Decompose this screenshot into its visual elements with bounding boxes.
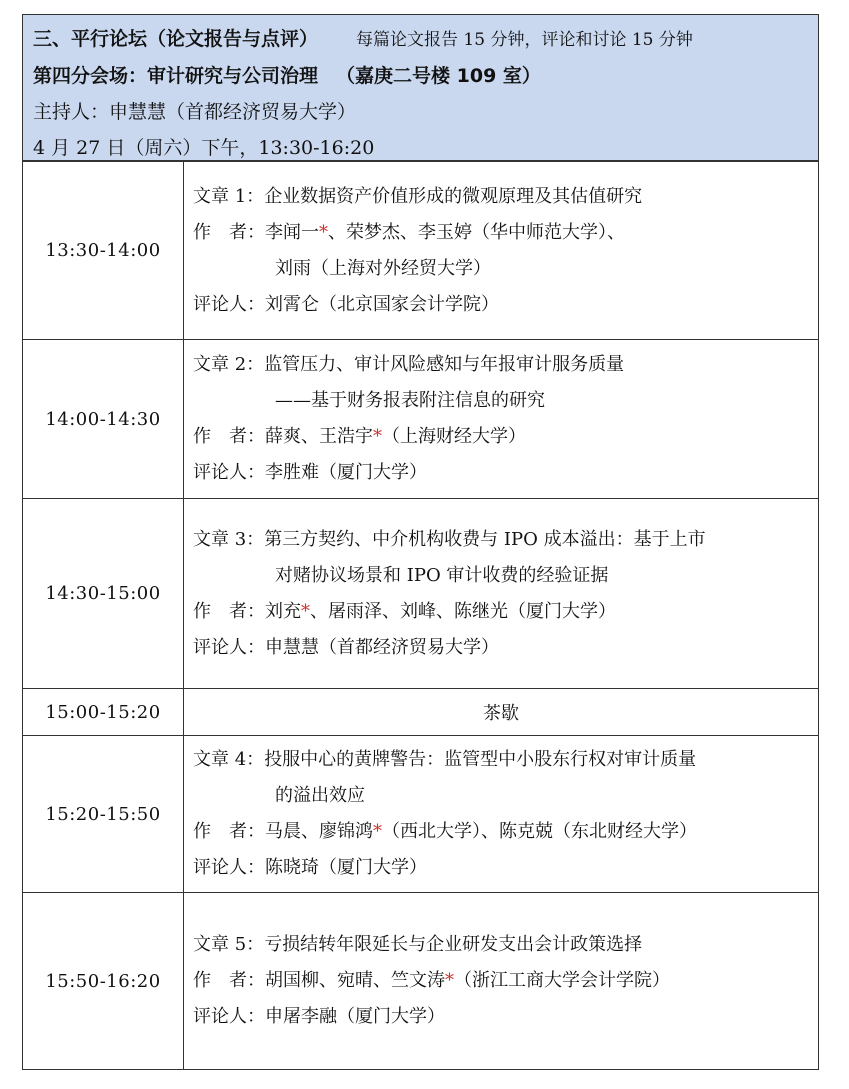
- table-row: [23, 893, 819, 1070]
- venue-room: （嘉庚二号楼 109 室）: [336, 65, 541, 87]
- author-presenter: 胡国柳、宛晴、竺文涛: [265, 970, 445, 991]
- session-time: 13:30-14:00: [23, 162, 184, 340]
- paper-title-cont: 的溢出效应: [275, 785, 365, 806]
- author-rest: （西北大学）、陈克兢（东北财经大学）: [382, 821, 697, 842]
- session-content: [184, 340, 819, 499]
- author-rest: 、屠雨泽、刘峰、陈继光（厦门大学）: [310, 600, 616, 622]
- session-time: 15:20-15:50: [23, 736, 184, 893]
- paper-label: 文章 2：: [193, 354, 265, 375]
- paper-label: 文章 1：: [193, 185, 265, 207]
- venue-line: [33, 58, 808, 94]
- session-time: 14:00-14:30: [23, 340, 184, 499]
- author-rest: 、荣梦杰、李玉婷（华中师范大学）、: [328, 221, 625, 243]
- author-line: [193, 215, 818, 251]
- paper-title-cont: 对赌协议场景和 IPO 审计收费的经验证据: [275, 564, 609, 586]
- paper-title: 亏损结转年限延长与企业研发支出会计政策选择: [264, 934, 643, 955]
- table-row: [23, 499, 819, 689]
- session-table: [22, 161, 819, 1070]
- discussant-line: 评论人：申屠李融（厦门大学）: [193, 1006, 445, 1027]
- presenter-star: *: [373, 426, 382, 447]
- session-content: [184, 499, 819, 689]
- time-rule-note: 每篇论文报告 15 分钟，评论和讨论 15 分钟: [356, 30, 693, 50]
- paper-title-cont: ——基于财务报表附注信息的研究: [275, 390, 545, 411]
- host-line: 主持人：申慧慧（首都经济贸易大学）: [33, 101, 357, 123]
- paper-label: 文章 3：: [193, 528, 265, 550]
- discussant-line: 评论人：陈晓琦（厦门大学）: [193, 857, 427, 878]
- session-content: [184, 736, 819, 893]
- paper-title-line: [193, 522, 818, 558]
- forum-header: [22, 14, 819, 161]
- author-line: [193, 814, 818, 850]
- author-presenter: 马晨、廖锦鸿: [265, 821, 373, 842]
- paper-label: 文章 5：: [193, 934, 265, 955]
- author-presenter: 刘充: [265, 600, 301, 622]
- table-row: [23, 162, 819, 340]
- paper-title: 监管压力、审计风险感知与年报审计服务质量: [264, 354, 625, 375]
- paper-title: 投服中心的黄牌警告：监管型中小股东行权对审计质量: [264, 749, 697, 770]
- author-line: [193, 963, 818, 999]
- table-row: [23, 736, 819, 893]
- paper-title-line: [193, 347, 818, 383]
- author-presenter: 薛爽、王浩宇: [265, 426, 373, 447]
- session-time: 15:50-16:20: [23, 893, 184, 1070]
- author-presenter: 李闻一: [265, 221, 319, 243]
- author-label: 作 者：: [193, 221, 265, 243]
- presenter-star: *: [445, 970, 454, 991]
- presenter-star: *: [319, 221, 328, 243]
- session-content: [184, 162, 819, 340]
- author-rest: （上海财经大学）: [382, 426, 526, 447]
- presenter-star: *: [373, 821, 382, 842]
- session-time: 14:30-15:00: [23, 499, 184, 689]
- session-time: 15:00-15:20: [23, 689, 184, 736]
- paper-title: 企业数据资产价值形成的微观原理及其估值研究: [264, 185, 643, 207]
- paper-title-line: [193, 742, 818, 778]
- presenter-star: *: [301, 600, 310, 622]
- discussant-line: 评论人：刘霄仑（北京国家会计学院）: [193, 293, 499, 315]
- paper-label: 文章 4：: [193, 749, 265, 770]
- discussant-line: 评论人：李胜难（厦门大学）: [193, 462, 427, 483]
- paper-title-line: [193, 927, 818, 963]
- author-rest: （浙江工商大学会计学院）: [454, 970, 670, 991]
- forum-title: 三、平行论坛（论文报告与点评）: [33, 28, 319, 50]
- author-line: [193, 594, 818, 630]
- datetime-line: 4 月 27 日（周六）下午，13:30-16:20: [33, 137, 375, 159]
- table-row: [23, 689, 819, 736]
- author-label: 作 者：: [193, 970, 265, 991]
- author-label: 作 者：: [193, 600, 265, 622]
- author-label: 作 者：: [193, 426, 265, 447]
- session-content: [184, 893, 819, 1070]
- venue-name: 第四分会场：审计研究与公司治理: [33, 65, 319, 87]
- author-line-cont: 刘雨（上海对外经贸大学）: [275, 257, 491, 279]
- table-row: [23, 340, 819, 499]
- tea-break-label: 茶歇: [184, 689, 819, 736]
- header-title-row: [33, 21, 808, 58]
- discussant-line: 评论人：申慧慧（首都经济贸易大学）: [193, 636, 499, 658]
- author-label: 作 者：: [193, 821, 265, 842]
- author-line: [193, 419, 818, 455]
- paper-title-line: [193, 179, 818, 215]
- schedule-sheet: [22, 14, 819, 1070]
- paper-title: 第三方契约、中介机构收费与 IPO 成本溢出：基于上市: [264, 528, 706, 550]
